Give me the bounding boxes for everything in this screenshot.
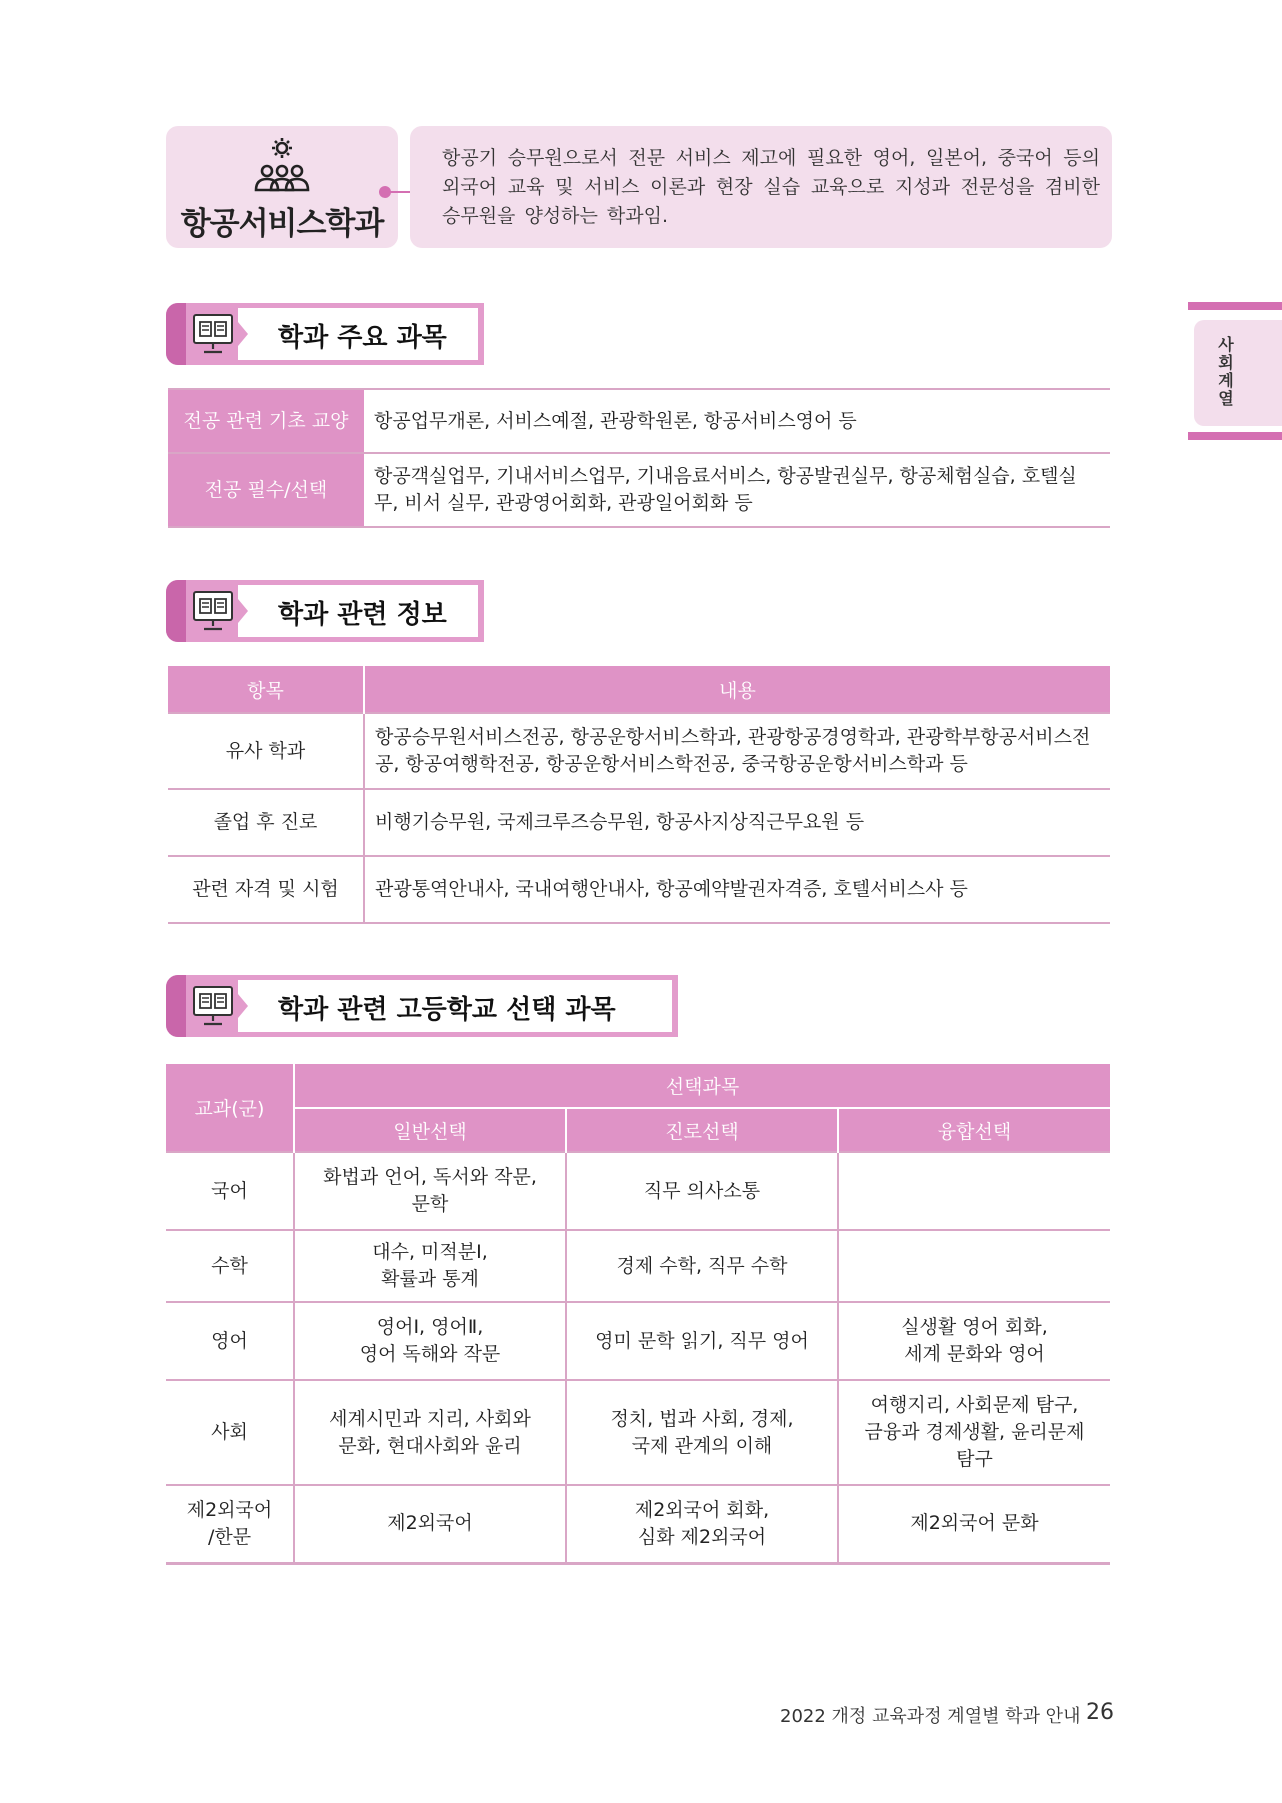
career-elective: 정치, 법과 사회, 경제, 국제 관계의 이해 — [566, 1380, 838, 1485]
subject: 수학 — [166, 1230, 294, 1302]
section-heading-hs-courses — [166, 975, 678, 1037]
career-elective: 영미 문학 읽기, 직무 영어 — [566, 1302, 838, 1380]
fusion-elective: 여행지리, 사회문제 탐구, 금융과 경제생활, 윤리문제 탐구 — [838, 1380, 1110, 1485]
side-tab-label: 사 회 계 열 — [1218, 335, 1234, 408]
row-label: 관련 자격 및 시험 — [168, 856, 364, 923]
row-value: 관광통역안내사, 국내여행안내사, 항공예약발권자격증, 호텔서비스사 등 — [364, 856, 1110, 923]
hs-courses-table — [166, 1064, 1110, 1565]
side-tab-bar-bottom — [1188, 432, 1282, 440]
section-heading-related-info — [166, 580, 484, 642]
people-gear-icon — [250, 134, 314, 196]
section-title: 학과 관련 고등학교 선택 과목 — [278, 995, 616, 1025]
row-value: 비행기승무원, 국제크루즈승무원, 항공사지상직근무요원 등 — [364, 789, 1110, 856]
header-subject-group: 교과(군) — [166, 1064, 294, 1152]
row-value: 항공객실업무, 기내서비스업무, 기내음료서비스, 항공발권실무, 항공체험실습, 호텔실무, 비서 실무, 관광영어회화, 관광일어회화 등 — [374, 465, 1077, 514]
book-monitor-icon — [192, 589, 234, 633]
header-content: 내용 — [364, 666, 1110, 713]
side-tab — [1194, 320, 1282, 426]
table-row — [166, 1152, 1110, 1230]
header-elective: 선택과목 — [294, 1064, 1110, 1108]
table-header-row — [168, 666, 1110, 713]
major-courses-table — [168, 388, 1110, 528]
fusion-elective: 제2외국어 문화 — [838, 1485, 1110, 1563]
fusion-elective — [838, 1152, 1110, 1230]
table-row — [168, 789, 1110, 856]
row-value: 항공업무개론, 서비스예절, 관광학원론, 항공서비스영어 등 — [364, 389, 1110, 453]
table-row — [168, 856, 1110, 923]
general-elective: 제2외국어 — [294, 1485, 566, 1563]
subject: 국어 — [166, 1152, 294, 1230]
header-career: 진로선택 — [566, 1108, 838, 1152]
table-row — [168, 453, 1110, 527]
general-elective: 영어Ⅰ, 영어Ⅱ, 영어 독해와 작문 — [294, 1302, 566, 1380]
fusion-elective — [838, 1230, 1110, 1302]
table-row — [166, 1230, 1110, 1302]
table-header-row — [166, 1064, 1110, 1108]
subject: 제2외국어 /한문 — [166, 1485, 294, 1563]
table-row — [166, 1485, 1110, 1563]
row-label: 졸업 후 진로 — [168, 789, 364, 856]
pointer-icon — [234, 585, 254, 637]
department-description: 항공기 승무원으로서 전문 서비스 제고에 필요한 영어, 일본어, 중국어 등의 외국어 교육 및 서비스 이론과 현장 실습 교육으로 지성과 전문성을 겸비한 승무원을 양성하는 학과임. — [410, 126, 1112, 248]
table-row — [166, 1380, 1110, 1485]
book-monitor-icon — [192, 312, 234, 356]
row-label: 전공 필수/선택 — [168, 453, 364, 527]
fusion-elective: 실생활 영어 회화, 세계 문화와 영어 — [838, 1302, 1110, 1380]
row-value: 항공승무원서비스전공, 항공운항서비스학과, 관광항공경영학과, 관광학부항공서비스전공, 항공여행학전공, 항공운항서비스학전공, 중국항공운항서비스학과 등 — [364, 713, 1110, 789]
row-label: 전공 관련 기초 교양 — [168, 389, 364, 453]
general-elective: 세계시민과 지리, 사회와 문화, 현대사회와 윤리 — [294, 1380, 566, 1485]
subject: 사회 — [166, 1380, 294, 1485]
table-row — [168, 713, 1110, 789]
subject: 영어 — [166, 1302, 294, 1380]
general-elective: 대수, 미적분Ⅰ, 확률과 통계 — [294, 1230, 566, 1302]
table-subheader-row — [166, 1108, 1110, 1152]
book-monitor-icon — [192, 984, 234, 1028]
row-label: 유사 학과 — [168, 713, 364, 789]
department-name: 항공서비스학과 — [180, 206, 384, 242]
header-general: 일반선택 — [294, 1108, 566, 1152]
section-title: 학과 관련 정보 — [278, 600, 447, 630]
department-card — [166, 126, 398, 248]
page-number: 26 — [1086, 1700, 1114, 1725]
section-title: 학과 주요 과목 — [278, 323, 447, 353]
header-item: 항목 — [168, 666, 364, 713]
footer-text: 2022 개정 교육과정 계열별 학과 안내 — [780, 1706, 1081, 1727]
pointer-icon — [234, 980, 254, 1032]
header-fusion: 융합선택 — [838, 1108, 1110, 1152]
career-elective: 경제 수학, 직무 수학 — [566, 1230, 838, 1302]
general-elective: 화법과 언어, 독서와 작문, 문학 — [294, 1152, 566, 1230]
table-row — [168, 389, 1110, 453]
related-info-table — [168, 666, 1110, 924]
career-elective: 직무 의사소통 — [566, 1152, 838, 1230]
career-elective: 제2외국어 회화, 심화 제2외국어 — [566, 1485, 838, 1563]
side-tab-bar-top — [1188, 302, 1282, 310]
table-row — [166, 1302, 1110, 1380]
pointer-icon — [234, 308, 254, 360]
section-heading-major-courses — [166, 303, 484, 365]
